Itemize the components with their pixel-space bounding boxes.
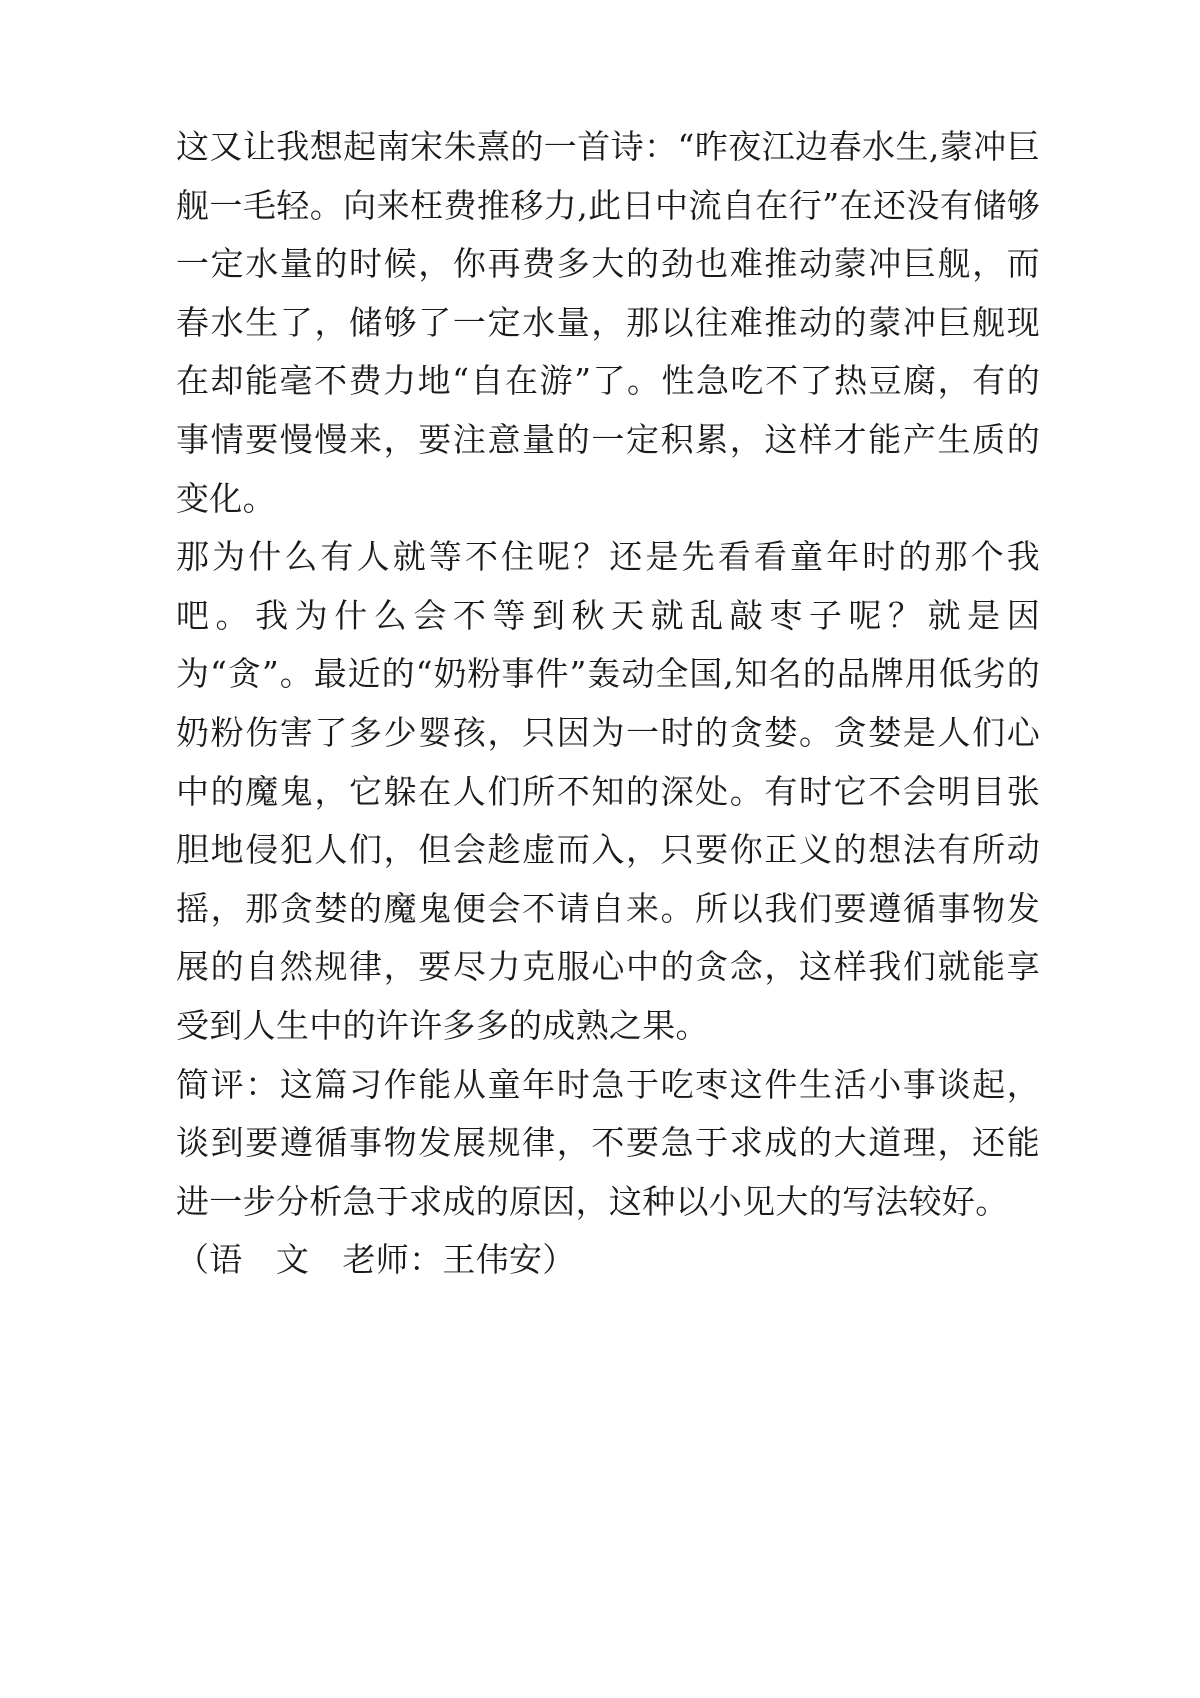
paragraph-teacher-comment: 简评：这篇习作能从童年时急于吃枣这件生活小事谈起，谈到要遵循事物发展规律，不要急于求成的大道理，还能进一步分析急于求成的原因，这种以小见大的写法较好。 bbox=[176, 1064, 1040, 1221]
paragraph-greed-discussion: 那为什么有人就等不住呢？还是先看看童年时的那个我吧。我为什么会不等到秋天就乱敲枣子呢？就是因为“贪”。最近的“奶粉事件”轰动全国,知名的品牌用低劣的奶粉伤害了多少婴孩，只因为一时的贪婪。贪婪是人们心中的魔鬼，它躲在人们所不知的深处。有时它不会明目张胆地侵犯人们，但会趁虚而入，只要你正义的想法有所动摇，那贪婪的魔鬼便会不请自来。所以我们要遵循事物发展的自然规律，要尽力克服心中的贪念，这样我们就能享受到人生中的许许多多的成熟之果。 bbox=[176, 537, 1040, 1045]
paragraph-poem-reflection: 这又让我想起南宋朱熹的一首诗：“昨夜江边春水生,蒙冲巨舰一毛轻。向来枉费推移力,此日中流自在行”在还没有储够一定水量的时候，你再费多大的劲也难推动蒙冲巨舰，而春水生了，储够了一定水量，那以往难推动的蒙冲巨舰现在却能毫不费力地“自在游”了。性急吃不了热豆腐，有的事情要慢慢来，要注意量的一定积累，这样才能产生质的变化。 bbox=[176, 127, 1040, 518]
document-body bbox=[176, 118, 1040, 1290]
teacher-signature: （语 文 老师：王伟安） bbox=[176, 1240, 576, 1280]
